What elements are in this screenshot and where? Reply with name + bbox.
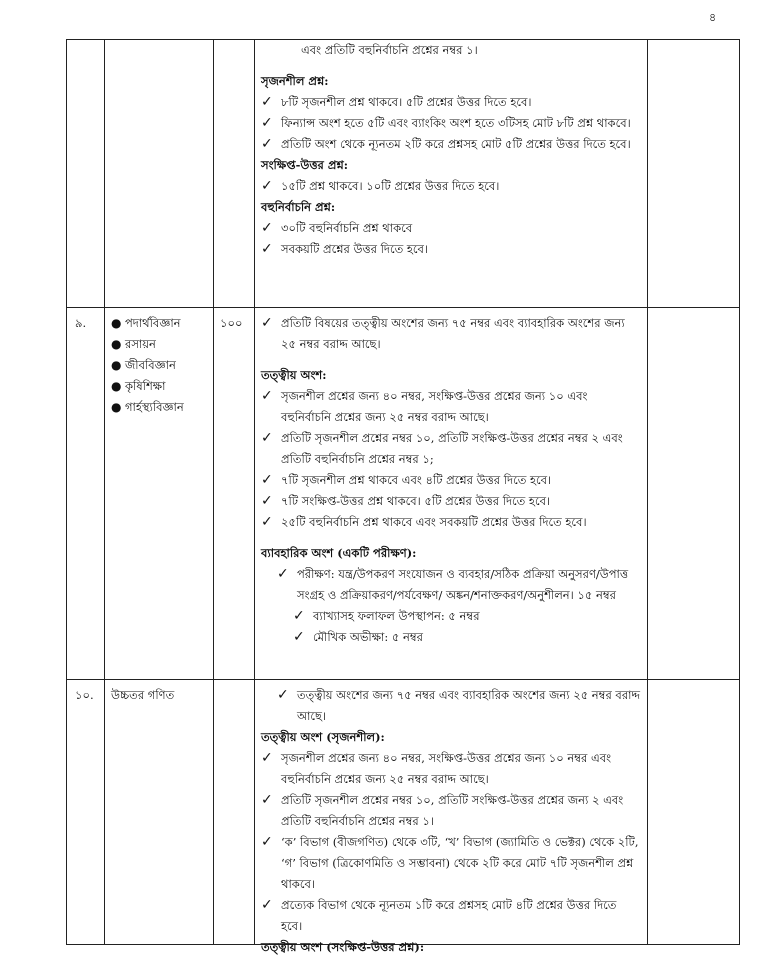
bullet-icon: ● — [111, 316, 122, 330]
checklist-text: ৩০টি বহুনির্বাচনি প্রশ্ন থাকবে — [281, 221, 413, 235]
row-9-details — [261, 313, 641, 648]
checklist-item — [261, 176, 641, 197]
checkmark-icon: ✓ — [261, 514, 273, 530]
checkmark-icon: ✓ — [277, 687, 289, 703]
subject-name: জীববিজ্ঞান — [125, 358, 176, 372]
checkmark-icon: ✓ — [261, 94, 273, 110]
section-heading: তত্ত্বীয় অংশ: — [261, 368, 327, 382]
row-divider-2 — [67, 679, 739, 680]
row-top-details — [261, 40, 641, 260]
section-heading: সৃজনশীল প্রশ্ন: — [261, 74, 329, 88]
column-divider-subject — [213, 40, 214, 944]
checkmark-icon: ✓ — [261, 834, 273, 850]
checklist-text: সবকয়টি প্রশ্নের উত্তর দিতে হবে। — [281, 242, 429, 256]
column-divider-serial — [104, 40, 105, 944]
spacer — [261, 533, 641, 543]
row-9-serial: ৯. — [75, 316, 87, 330]
checkmark-icon: ✓ — [261, 750, 273, 766]
row-10-subject: উচ্চতর গণিত — [111, 688, 175, 702]
checkmark-icon: ✓ — [261, 241, 273, 257]
checkmark-icon: ✓ — [277, 566, 289, 582]
checklist-item — [261, 218, 641, 239]
checklist-text: ব্যাখ্যাসহ ফলাফল উপস্থাপন: ৫ নম্বর — [313, 609, 480, 623]
checklist-item — [261, 92, 641, 113]
subject-list-item — [109, 397, 213, 418]
checkmark-icon: ✓ — [261, 136, 273, 152]
section-heading: সংক্ষিপ্ত-উত্তর প্রশ্ন: — [261, 158, 348, 172]
syllabus-table — [66, 39, 740, 954]
checklist-item — [261, 832, 641, 895]
checklist-text: ফিন্যান্স অংশ হতে ৫টি এবং ব্যাংকিং অংশ হতে ৩টিসহ মোট ৮টি প্রশ্ন থাকবে। — [281, 116, 631, 130]
checklist-text: সৃজনশীল প্রশ্নের জন্য ৪০ নম্বর, সংক্ষিপ্ত-উত্তর প্রশ্নের জন্য ১০ নম্বর এবং বহুনির্বাচনি প্রশ্নের জন্য ২৫ নম্বর বরাদ্দ আছে। — [281, 751, 612, 786]
spacer — [261, 61, 641, 71]
checklist-text: মৌখিক অভীক্ষা: ৫ নম্বর — [313, 630, 423, 644]
checklist-text: ১৫টি প্রশ্ন থাকবে। ১০টি প্রশ্নের উত্তর দিতে হবে। — [281, 179, 500, 193]
row-10-serial: ১০. — [75, 688, 94, 702]
checklist-text: প্রত্যেক বিভাগ থেকে ন্যূনতম ১টি করে প্রশ্নসহ মোট ৪টি প্রশ্নের উত্তর দিতে হবে। — [281, 898, 617, 933]
checkmark-icon: ✓ — [261, 220, 273, 236]
checkmark-icon: ✓ — [261, 493, 273, 509]
checkmark-icon: ✓ — [261, 430, 273, 446]
checklist-item — [261, 748, 641, 790]
section-heading: তত্ত্বীয় অংশ (সৃজনশীল): — [261, 730, 385, 744]
checklist-text: ৭টি সৃজনশীল প্রশ্ন থাকবে এবং ৪টি প্রশ্নের উত্তর দিতে হবে। — [281, 473, 552, 487]
checkmark-icon: ✓ — [261, 315, 273, 331]
checkmark-icon: ✓ — [261, 897, 273, 913]
bullet-icon: ● — [111, 400, 122, 414]
checklist-item — [261, 239, 641, 260]
subject-name: রসায়ন — [125, 337, 156, 351]
checklist-text: ২৫টি বহুনির্বাচনি প্রশ্ন থাকবে এবং সবকয়টি প্রশ্নের উত্তর দিতে হবে। — [281, 515, 587, 529]
page-number: ৪ — [709, 11, 717, 24]
subject-name: পদার্থবিজ্ঞান — [125, 316, 181, 330]
spacer — [261, 355, 641, 365]
checklist-item — [261, 113, 641, 134]
checklist-item — [261, 386, 641, 428]
checklist-text: প্রতিটি বিষয়ের তত্ত্বীয় অংশের জন্য ৭৫ নম্বর এবং ব্যাবহারিক অংশের জন্য ২৫ নম্বর বরাদ্দ আছে। — [281, 316, 625, 351]
paragraph-text: এবং প্রতিটি বহুনির্বাচনি প্রশ্নের নম্বর ১। — [301, 43, 478, 57]
checkmark-icon: ✓ — [293, 629, 305, 645]
column-divider-marks — [254, 40, 255, 944]
checklist-text: ৭টি সংক্ষিপ্ত-উত্তর প্রশ্ন থাকবে। ৫টি প্রশ্নের উত্তর দিতে হবে। — [281, 494, 551, 508]
checklist-text: প্রতিটি সৃজনশীল প্রশ্নের নম্বর ১০, প্রতিটি সংক্ষিপ্ত-উত্তর প্রশ্নের জন্য ২ এবং প্রতিটি বহুনির্বাচনি প্রশ্নের নম্বর ১। — [281, 793, 624, 828]
checklist-item — [293, 627, 641, 648]
section-heading: ব্যাবহারিক অংশ (একটি পরীক্ষণ): — [261, 546, 417, 560]
checklist-item — [261, 790, 641, 832]
checklist-text: প্রতিটি সৃজনশীল প্রশ্নের নম্বর ১০, প্রতিটি সংক্ষিপ্ত-উত্তর প্রশ্নের নম্বর ২ এবং প্রতিটি বহুনির্বাচনি প্রশ্নের নম্বর ১; — [281, 431, 623, 466]
subject-list-item — [109, 355, 213, 376]
subject-name: কৃষিশিক্ষা — [125, 379, 166, 393]
checklist-item — [261, 491, 641, 512]
section-heading: তত্ত্বীয় অংশ (সংক্ষিপ্ত-উত্তর প্রশ্ন): — [261, 940, 425, 954]
row-9-subjects — [109, 313, 213, 418]
checklist-item — [261, 895, 641, 937]
checklist-text: সৃজনশীল প্রশ্নের জন্য ৪০ নম্বর, সংক্ষিপ্ত-উত্তর প্রশ্নের জন্য ১০ এবং বহুনির্বাচনি প্রশ্নের জন্য ২৫ নম্বর বরাদ্দ আছে। — [281, 389, 588, 424]
checkmark-icon: ✓ — [293, 608, 305, 624]
checklist-item — [261, 313, 641, 355]
bullet-icon: ● — [111, 358, 122, 372]
subject-list-item — [109, 376, 213, 397]
bullet-icon: ● — [111, 379, 122, 393]
checklist-text: পরীক্ষণ: যন্ত্র/উপকরণ সংযোজন ও ব্যবহার/সঠিক প্রক্রিয়া অনুসরণ/উপাত্ত সংগ্রহ ও প্রক্রিয়াকরণ/পর্যবেক্ষণ/ অঙ্কন/শনাক্তকরণ/অনুশীলন। ১৫ নম্বর — [297, 567, 629, 602]
row-9-marks: ১০০ — [220, 316, 243, 330]
subject-name: গার্হস্থ্যবিজ্ঞান — [125, 400, 184, 414]
checklist-text: ‘ক’ বিভাগ (বীজগণিত) থেকে ৩টি, ‘খ’ বিভাগ (জ্যামিতি ও ভেক্টর) থেকে ২টি, ‘গ’ বিভাগ (ত্রিকোণমিতি ও সম্ভাবনা) থেকে ২টি করে মোট ৭টি সৃজনশীল প্রশ্ন থাকবে। — [281, 835, 639, 891]
section-heading: বহুনির্বাচনি প্রশ্ন: — [261, 200, 336, 214]
checklist-item — [261, 428, 641, 470]
checkmark-icon: ✓ — [261, 388, 273, 404]
subject-list-item — [109, 334, 213, 355]
checklist-text: ৮টি সৃজনশীল প্রশ্ন থাকবে। ৫টি প্রশ্নের উত্তর দিতে হবে। — [281, 95, 532, 109]
checklist-item — [277, 564, 641, 606]
checkmark-icon: ✓ — [261, 472, 273, 488]
bullet-icon: ● — [111, 337, 122, 351]
row-divider-1 — [67, 307, 739, 308]
row-10-details — [261, 685, 641, 958]
checklist-item — [261, 470, 641, 491]
checklist-item — [261, 134, 641, 155]
checkmark-icon: ✓ — [261, 792, 273, 808]
checklist-item — [277, 685, 641, 727]
column-divider-remarks — [647, 40, 648, 944]
subject-list-item — [109, 313, 213, 334]
checklist-item — [293, 606, 641, 627]
checklist-text: তত্ত্বীয় অংশের জন্য ৭৫ নম্বর এবং ব্যাবহারিক অংশের জন্য ২৫ নম্বর বরাদ্দ আছে। — [297, 688, 640, 723]
checklist-text: প্রতিটি অংশ থেকে ন্যূনতম ২টি করে প্রশ্নসহ মোট ৫টি প্রশ্নের উত্তর দিতে হবে। — [281, 137, 631, 151]
checkmark-icon: ✓ — [261, 178, 273, 194]
checkmark-icon: ✓ — [261, 115, 273, 131]
checklist-item — [261, 512, 641, 533]
